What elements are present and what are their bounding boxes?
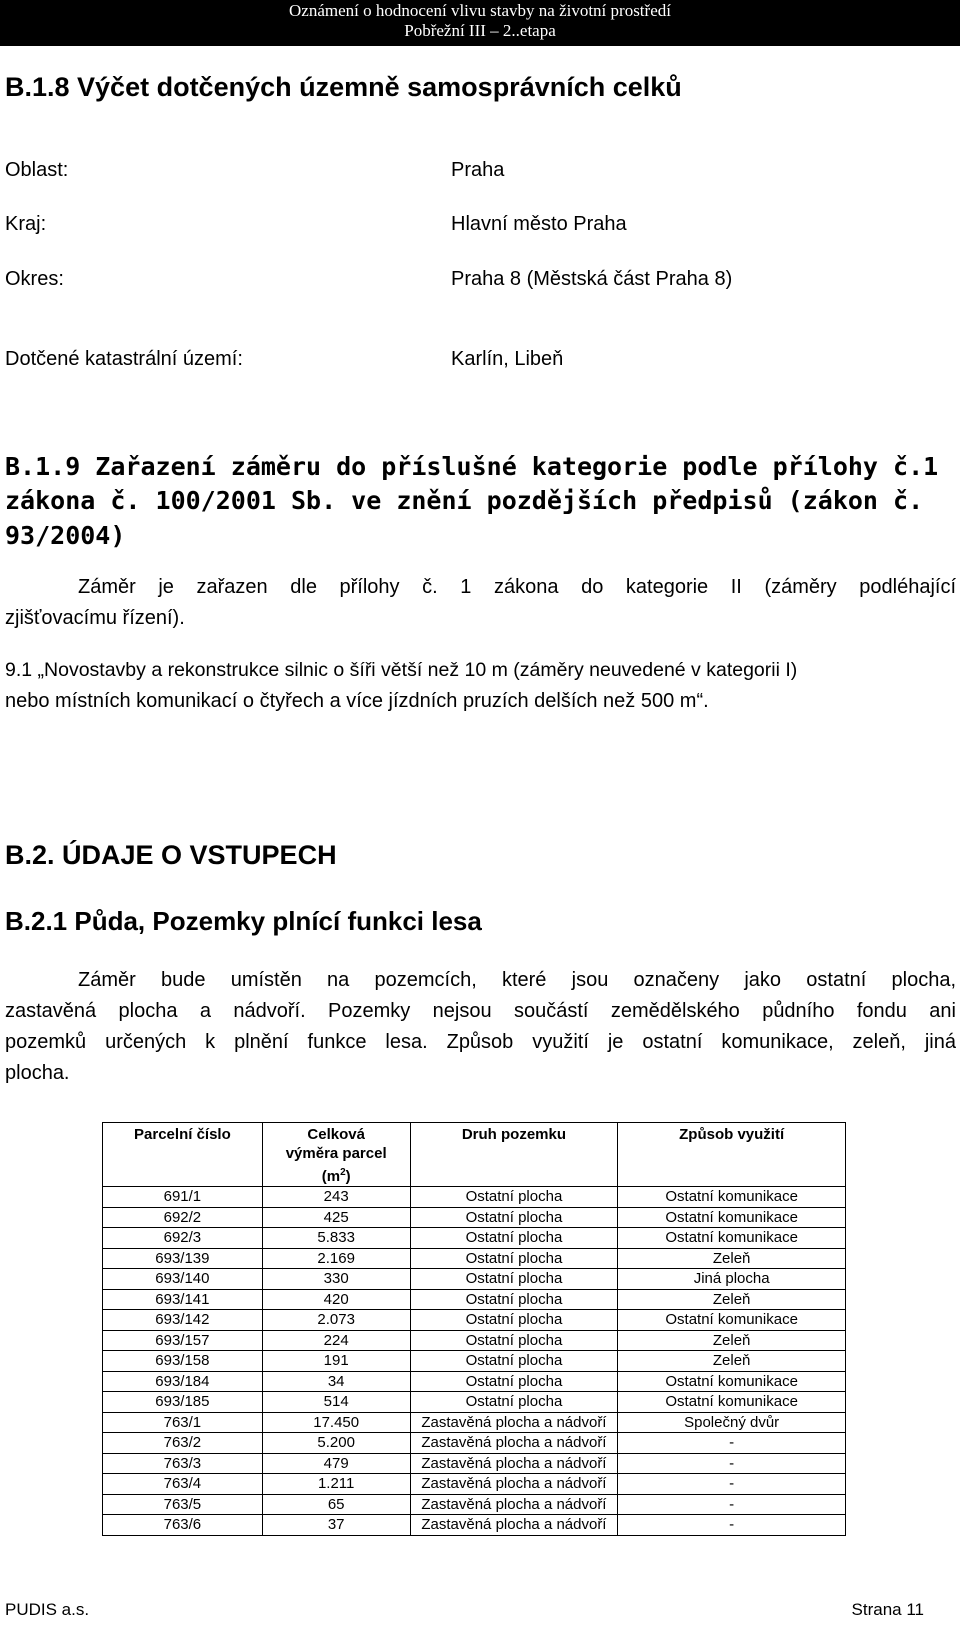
table-row — [103, 1474, 846, 1495]
table-row — [103, 1515, 846, 1536]
table-row — [103, 1351, 846, 1372]
cell-parcel-area: 191 — [262, 1351, 410, 1372]
section-b18-title: B.1.8 Výčet dotčených územně samosprávních celků — [5, 72, 682, 102]
cell-parcel-number: 693/140 — [103, 1269, 263, 1290]
cell-parcel-number: 763/5 — [103, 1494, 263, 1515]
cell-land-type: Ostatní plocha — [410, 1289, 618, 1310]
header-title: Oznámení o hodnocení vlivu stavby na životní prostředí — [289, 1, 671, 20]
land-paragraph-line2: zastavěná plocha a nádvoří. Pozemky nejsou součástí zemědělského půdního fondu ani — [5, 1000, 956, 1022]
header-subtitle: Pobřežní III – 2..etapa — [404, 21, 556, 40]
table-row — [103, 1310, 846, 1331]
table-row — [103, 1494, 846, 1515]
section-b21-title: B.2.1 Půda, Pozemky plnící funkci lesa — [5, 906, 482, 936]
cell-parcel-area: 65 — [262, 1494, 410, 1515]
table-row — [103, 1330, 846, 1351]
cell-parcel-area: 243 — [262, 1187, 410, 1208]
cell-parcel-number: 693/158 — [103, 1351, 263, 1372]
cell-land-use: Ostatní komunikace — [618, 1392, 846, 1413]
cell-land-use: - — [618, 1433, 846, 1454]
cadastral-label: Dotčené katastrální území: — [5, 348, 243, 370]
category-item-line1: 9.1 „Novostavby a rekonstrukce silnic o šíři větší než 10 m (záměry neuvedené v kategorii I) — [5, 659, 798, 681]
county-label: Kraj: — [5, 213, 47, 235]
header-land-use: Způsob využití — [618, 1123, 846, 1187]
cell-land-use: Zeleň — [618, 1248, 846, 1269]
cell-land-type: Zastavěná plocha a nádvoří — [410, 1474, 618, 1495]
cell-parcel-number: 693/141 — [103, 1289, 263, 1310]
cell-land-type: Zastavěná plocha a nádvoří — [410, 1453, 618, 1474]
table-header-row — [103, 1123, 846, 1187]
cell-parcel-number: 692/2 — [103, 1207, 263, 1228]
cell-land-type: Ostatní plocha — [410, 1207, 618, 1228]
cell-land-use: - — [618, 1474, 846, 1495]
cell-parcel-area: 5.200 — [262, 1433, 410, 1454]
cell-land-use: - — [618, 1453, 846, 1474]
cell-land-type: Ostatní plocha — [410, 1310, 618, 1331]
cell-parcel-area: 5.833 — [262, 1228, 410, 1249]
cell-land-type: Ostatní plocha — [410, 1371, 618, 1392]
cell-parcel-number: 693/185 — [103, 1392, 263, 1413]
header-area-line2: výměra parcel — [285, 1145, 387, 1162]
cell-parcel-area: 514 — [262, 1392, 410, 1413]
header-parcel-area — [262, 1123, 410, 1187]
cell-parcel-area: 224 — [262, 1330, 410, 1351]
cell-parcel-number: 763/6 — [103, 1515, 263, 1536]
cell-land-type: Ostatní plocha — [410, 1269, 618, 1290]
district-value: Praha 8 (Městská část Praha 8) — [451, 268, 733, 290]
section-b19-title-line1: B.1.9 Zařazení záměru do příslušné kategorie podle přílohy č.1 — [5, 452, 939, 481]
cell-parcel-number: 763/2 — [103, 1433, 263, 1454]
cell-land-use: Společný dvůr — [618, 1412, 846, 1433]
region-label: Oblast: — [5, 159, 69, 181]
cell-parcel-area: 34 — [262, 1371, 410, 1392]
cell-parcel-number: 763/4 — [103, 1474, 263, 1495]
header-area-close: ) — [345, 1168, 351, 1185]
cell-parcel-area: 479 — [262, 1453, 410, 1474]
cell-land-use: Zeleň — [618, 1289, 846, 1310]
cell-parcel-number: 693/139 — [103, 1248, 263, 1269]
district-label: Okres: — [5, 268, 64, 290]
cell-land-type: Zastavěná plocha a nádvoří — [410, 1494, 618, 1515]
footer-company: PUDIS a.s. — [5, 1600, 90, 1619]
cell-land-type: Ostatní plocha — [410, 1228, 618, 1249]
county-value: Hlavní město Praha — [451, 213, 627, 235]
cell-land-type: Ostatní plocha — [410, 1351, 618, 1372]
cell-land-use: Ostatní komunikace — [618, 1310, 846, 1331]
table-row — [103, 1392, 846, 1413]
land-paragraph-line3: pozemků určených k plnění funkce lesa. Způsob využití je ostatní komunikace, zeleň, jiná — [5, 1031, 956, 1053]
footer-page-number: Strana 11 — [851, 1600, 924, 1619]
region-value: Praha — [451, 159, 505, 181]
category-paragraph-line2: zjišťovacímu řízení). — [5, 607, 185, 629]
cell-parcel-area: 425 — [262, 1207, 410, 1228]
cell-land-use: - — [618, 1515, 846, 1536]
section-b19-title-line2: zákona č. 100/2001 Sb. ve znění pozdějších předpisů (zákon č. — [5, 486, 924, 515]
table-row — [103, 1433, 846, 1454]
cell-land-type: Ostatní plocha — [410, 1248, 618, 1269]
cell-parcel-number: 693/184 — [103, 1371, 263, 1392]
cell-parcel-number: 693/157 — [103, 1330, 263, 1351]
cell-land-use: Ostatní komunikace — [618, 1371, 846, 1392]
header-area-line1: Celková — [307, 1126, 365, 1143]
section-b19-title-line3: 93/2004) — [5, 521, 126, 550]
table-row — [103, 1371, 846, 1392]
category-item-line2: nebo místních komunikací o čtyřech a více jízdních pruzích delších než 500 m“. — [5, 690, 709, 712]
cell-land-use: Jiná plocha — [618, 1269, 846, 1290]
table-row — [103, 1412, 846, 1433]
table-row — [103, 1207, 846, 1228]
header-area-sup: 2 — [340, 1167, 346, 1178]
cell-land-type: Zastavěná plocha a nádvoří — [410, 1515, 618, 1536]
parcel-table-body — [103, 1187, 846, 1536]
cell-parcel-number: 763/3 — [103, 1453, 263, 1474]
cell-parcel-area: 2.169 — [262, 1248, 410, 1269]
cell-parcel-number: 692/3 — [103, 1228, 263, 1249]
cell-land-use: Zeleň — [618, 1330, 846, 1351]
cell-land-type: Ostatní plocha — [410, 1330, 618, 1351]
table-row — [103, 1269, 846, 1290]
cell-land-use: Zeleň — [618, 1351, 846, 1372]
table-row — [103, 1453, 846, 1474]
header-parcel-number: Parcelní číslo — [103, 1123, 263, 1187]
land-paragraph-line1: Záměr bude umístěn na pozemcích, které jsou označeny jako ostatní plocha, — [78, 969, 956, 991]
header-area-line3: (m — [321, 1168, 341, 1185]
cell-parcel-number: 763/1 — [103, 1412, 263, 1433]
cell-parcel-area: 1.211 — [262, 1474, 410, 1495]
cell-parcel-area: 420 — [262, 1289, 410, 1310]
cell-land-use: Ostatní komunikace — [618, 1187, 846, 1208]
table-row — [103, 1187, 846, 1208]
cell-land-type: Ostatní plocha — [410, 1187, 618, 1208]
cadastral-value: Karlín, Libeň — [451, 348, 564, 370]
cell-parcel-area: 2.073 — [262, 1310, 410, 1331]
document-header — [0, 0, 960, 46]
cell-land-type: Ostatní plocha — [410, 1392, 618, 1413]
cell-land-use: Ostatní komunikace — [618, 1228, 846, 1249]
cell-land-use: Ostatní komunikace — [618, 1207, 846, 1228]
cell-land-use: - — [618, 1494, 846, 1515]
table-row — [103, 1289, 846, 1310]
cell-parcel-area: 330 — [262, 1269, 410, 1290]
cell-parcel-area: 17.450 — [262, 1412, 410, 1433]
land-paragraph-line4: plocha. — [5, 1062, 70, 1084]
cell-parcel-number: 691/1 — [103, 1187, 263, 1208]
section-b2-title: B.2. ÚDAJE O VSTUPECH — [5, 840, 337, 870]
table-row — [103, 1228, 846, 1249]
cell-land-type: Zastavěná plocha a nádvoří — [410, 1412, 618, 1433]
category-paragraph-line1: Záměr je zařazen dle přílohy č. 1 zákona do kategorie II (záměry podléhající — [78, 576, 956, 598]
header-land-type: Druh pozemku — [410, 1123, 618, 1187]
cell-land-type: Zastavěná plocha a nádvoří — [410, 1433, 618, 1454]
cell-parcel-area: 37 — [262, 1515, 410, 1536]
table-row — [103, 1248, 846, 1269]
parcel-table — [102, 1122, 846, 1536]
cell-parcel-number: 693/142 — [103, 1310, 263, 1331]
